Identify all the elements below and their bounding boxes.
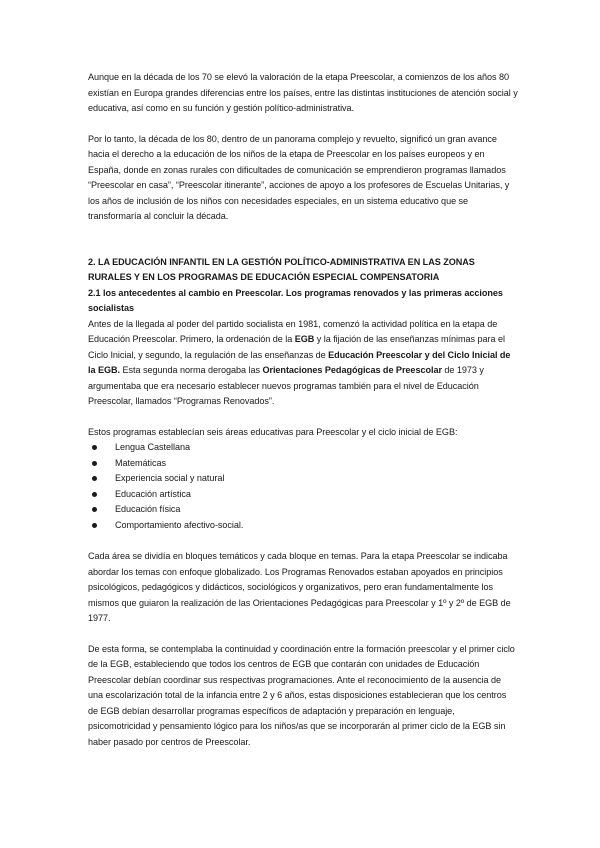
- list-item: [88, 502, 518, 518]
- paragraph-antecedentes: [88, 317, 518, 410]
- paragraph-bloques: Cada área se dividía en bloques temáticos y cada bloque en temas. Para la etapa Preescolar se indicaba abordar los temas con enfoque globalizado. Los Programas Renovados estaban apoyados en principios psicológicos, pedagógicos y didácticos, sociológicos y organizativos, pero eran fundamentalmente los mismos que guiaron la realización de las Orientaciones Pedagógicas para Preescolar y 1º y 2º de EGB de 1977.: [88, 551, 511, 623]
- bold-run: Orientaciones Pedagógicas de Preescolar: [262, 365, 442, 375]
- list-item: [88, 471, 518, 487]
- text-run: de 1973 y argumentaba que era necesario establecer nuevos programas también para el nivel de Educación Preescolar, llamados “Programas Renovados”.: [88, 365, 484, 406]
- list-item: [88, 456, 518, 472]
- paragraph-decade-80: Por lo tanto, la década de los 80, dentro de un panorama complejo y revuelto, significó un gran avance hacia el derecho a la educación de los niños de la etapa de Preescolar en los países europeos y en España, donde en zonas rurales con dificultades de comunicación se emprendieron programas llamados “Preescolar en casa”, “Preescolar itinerante”, acciones de apoyo a los profesores de Escuelas Unitarias, y los años de inclusión de los niños con necesidades especiales, en un sistema educativo que se transformaría al concluir la década.: [88, 133, 510, 221]
- paragraph-intro: Aunque en la década de los 70 se elevó la valoración de la etapa Preescolar, a comienzos de los años 80 existían en Europa grandes diferencias entre los países, entre las distintas instituciones de atención social y educativa, así como en su función y gestión político-administrativa.: [88, 72, 518, 113]
- section-heading: 2. LA EDUCACIÓN INFANTIL EN LA GESTIÓN POLÍTICO-ADMINISTRATIVA EN LAS ZONAS RURALES Y EN LOS PROGRAMAS DE EDUCACIÓN ESPECIAL COMPENSATORIA: [88, 256, 475, 282]
- text-run: Esta segunda norma derogaba las: [120, 365, 263, 375]
- text-run: Antes de la llegada al poder del partido socialista en 1981, comenzó la actividad política en la etapa de Educación Preescolar. Primero, la ordenación de la: [88, 318, 498, 344]
- bullet-icon: [92, 507, 97, 512]
- areas-list: [88, 440, 518, 533]
- list-item: [88, 487, 518, 503]
- paragraph-continuidad: De esta forma, se contemplaba la continuidad y coordinación entre la formación preescolar y el primer ciclo de la EGB, estableciendo que todos los centros de EGB que contarán con unidades de Educación Preescolar debían coordinar sus respectivas programaciones. Ante el reconocimiento de la ausencia de una escolarización total de la infancia entre 2 y 6 años, estas disposiciones establecieran que los centros de EGB debían desarrollar programas específicos de adaptación y preparación en lenguaje, psicomotricidad y pensamiento lógico para los niños/as que se incorporarán al primer ciclo de la EGB sin haber pasado por centros de Preescolar.: [88, 643, 515, 747]
- section-subheading: 2.1 los antecedentes al cambio en Preescolar. Los programas renovados y las primeras acciones socialistas: [88, 287, 503, 313]
- list-item-label: Experiencia social y natural: [115, 473, 225, 483]
- bullet-icon: [92, 461, 97, 466]
- bullet-icon: [92, 476, 97, 481]
- text-run: y la fijación de las enseñanzas mínimas para el Ciclo Inicial, y segundo, la regulación de las enseñanzas de: [88, 334, 505, 360]
- list-item-label: Lengua Castellana: [115, 442, 190, 452]
- paragraph-areas-intro: Estos programas establecían seis áreas educativas para Preescolar y el ciclo inicial de EGB:: [88, 426, 458, 437]
- list-item-label: Educación física: [115, 504, 181, 514]
- bullet-icon: [92, 523, 97, 528]
- bullet-icon: [92, 445, 97, 450]
- list-item-label: Matemáticas: [115, 457, 166, 468]
- list-item-label: Comportamiento afectivo-social.: [115, 519, 244, 530]
- list-item: [88, 440, 518, 456]
- document-body: [88, 70, 518, 765]
- list-item: [88, 518, 518, 534]
- bold-run: EGB: [294, 334, 315, 344]
- bold-run: Educación Preescolar y del Ciclo Inicial de la EGB.: [88, 349, 511, 375]
- bullet-icon: [92, 492, 97, 497]
- list-item-label: Educación artística: [115, 488, 191, 499]
